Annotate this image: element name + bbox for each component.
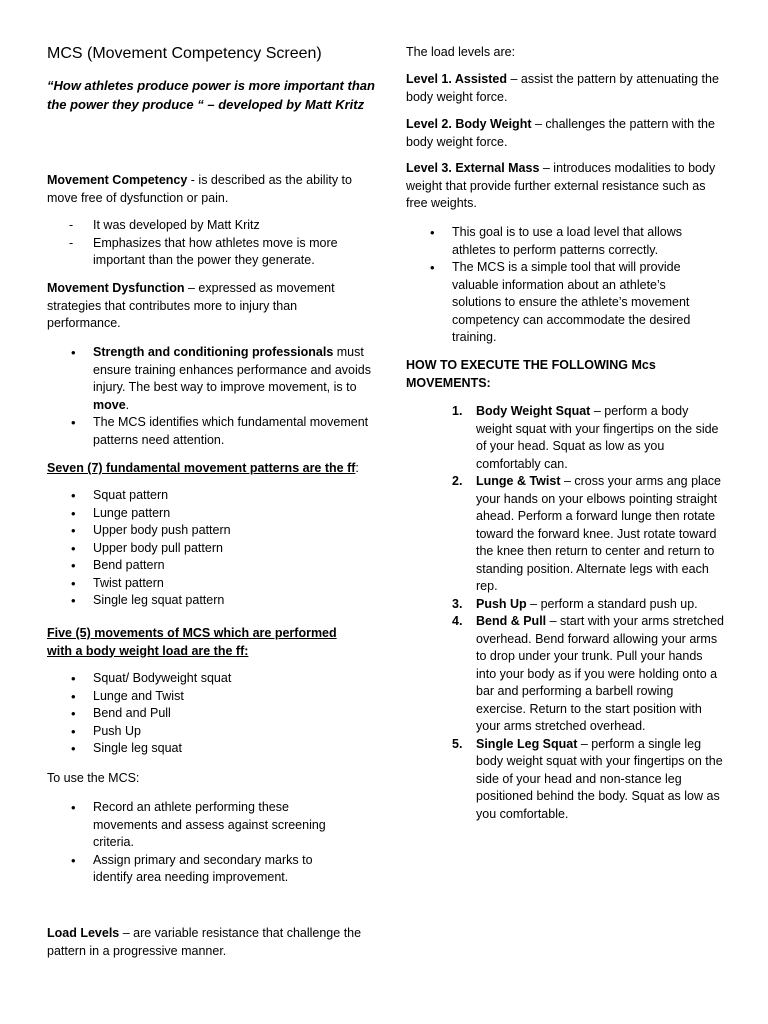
- list-item: • Single leg squat: [47, 740, 372, 758]
- ll-term: Load Levels: [47, 926, 120, 940]
- level-2-paragraph: [406, 116, 724, 151]
- list-item: [406, 596, 724, 614]
- list-item: • Upper body pull pattern: [47, 540, 372, 558]
- mc-term: Movement Competency: [47, 173, 188, 187]
- how-to-heading: [406, 357, 676, 392]
- seven-patterns-list: [47, 487, 372, 610]
- list-item: - Emphasizes that how athletes move is more important than the power they generate.: [47, 235, 372, 270]
- goal-list: [406, 224, 706, 347]
- list-item: • The MCS identifies which fundamental movement patterns need attention.: [47, 414, 372, 449]
- sc-professionals-term: Strength and conditioning professionals: [93, 345, 334, 359]
- movement-dysfunction-definition: [47, 280, 372, 333]
- five-movements-heading: [47, 625, 347, 660]
- list-item: • Single leg squat pattern: [47, 592, 372, 610]
- md-bullet-text: must ensure training enhances performance and avoids injury. The best way to improve movement, is to: [93, 345, 371, 394]
- step-text: – perform a body weight squat with your fingertips on the side of your head. Squat as low as you comfortably can.: [476, 404, 719, 471]
- steps-list: [406, 403, 724, 823]
- ll-def: – are variable resistance that challenge the pattern in a progressive manner.: [47, 926, 362, 958]
- seven-heading-colon: :: [355, 461, 359, 475]
- use-mcs-heading: [47, 770, 372, 788]
- level-1-term: Level 1. Assisted: [406, 72, 507, 86]
- use-mcs-list: [47, 799, 347, 887]
- list-item: • Squat pattern: [47, 487, 372, 505]
- step-term: Single Leg Squat: [476, 736, 578, 751]
- step-number: 4.: [452, 614, 463, 628]
- list-item: [47, 344, 372, 414]
- level-1-def: – assist the pattern by attenuating the body weight force.: [406, 72, 719, 104]
- list-item: • Record an athlete performing these movements and assess against screening criteria.: [47, 799, 347, 852]
- step-number: 3.: [452, 596, 463, 611]
- level-3-def: – introduces modalities to body weight that provide further external resistance such as free weights.: [406, 161, 716, 210]
- md-term: Movement Dysfunction: [47, 281, 185, 295]
- list-item: [406, 403, 724, 473]
- list-item: • This goal is to use a load level that allows athletes to perform patterns correctly.: [406, 224, 706, 259]
- seven-heading-line: [47, 460, 372, 478]
- step-term: Push Up: [476, 596, 527, 611]
- md-def: – expressed as movement strategies that contributes more to injury than performance.: [47, 281, 335, 330]
- level-3-term: Level 3. External Mass: [406, 161, 540, 175]
- step-term: Lunge & Twist: [476, 474, 561, 488]
- mc-def: - is described as the ability to move free of dysfunction or pain.: [47, 173, 352, 205]
- list-item: • Upper body push pattern: [47, 522, 372, 540]
- level-3-paragraph: [406, 160, 724, 213]
- list-item: [406, 613, 724, 736]
- md-paragraph: [47, 280, 372, 333]
- list-item: [406, 473, 724, 596]
- intro-quote: “How athletes produce power is more important than the power they produce “ – developed by Matt Kritz: [47, 78, 375, 112]
- step-text: – perform a single leg body weight squat with your fingertips on the side of your head and non-stance leg positioned behind the body. Squat as low as you comfortable.: [476, 736, 723, 821]
- load-intro-text: The load levels are:: [406, 45, 516, 59]
- step-text: – perform a standard push up.: [526, 596, 698, 611]
- level-2-def: – challenges the pattern with the body weight force.: [406, 117, 715, 149]
- step-term: Body Weight Squat: [476, 404, 591, 418]
- how-to-heading-text: HOW TO EXECUTE THE FOLLOWING Mcs MOVEMENTS:: [406, 358, 656, 390]
- step-text: – cross your arms ang place your hands on your elbows pointing straight ahead. Perform a forward lunge then rotate toward the forward knee. Just rotate toward the knee then return to center and return to standing position. Alternate legs with each rep.: [476, 474, 721, 593]
- list-item: • Bend and Pull: [47, 705, 372, 723]
- load-levels-definition: [47, 925, 372, 960]
- list-item: • Push Up: [47, 723, 372, 741]
- md-bullets-list: [47, 344, 372, 449]
- ll-paragraph: [47, 925, 372, 960]
- list-item: • Bend pattern: [47, 557, 372, 575]
- list-item: • Squat/ Bodyweight squat: [47, 670, 372, 688]
- load-levels-intro: [406, 44, 724, 62]
- seven-heading-text: Seven (7) fundamental movement patterns are the ff: [47, 461, 356, 475]
- level-2: [406, 116, 724, 151]
- movement-competency-definition: [47, 172, 372, 207]
- list-item: • Lunge and Twist: [47, 688, 372, 706]
- level-1-paragraph: [406, 71, 724, 106]
- step-number: 5.: [452, 736, 463, 751]
- five-heading-text: Five (5) movements of MCS which are performed with a body weight load are the ff:: [47, 626, 337, 658]
- step-term: Bend & Pull: [476, 614, 547, 628]
- list-item: • Lunge pattern: [47, 505, 372, 523]
- mc-points-list: [47, 217, 372, 270]
- use-heading-text: To use the MCS:: [47, 771, 140, 785]
- step-number: 1.: [452, 404, 463, 418]
- five-movements-list: [47, 670, 372, 758]
- page-title: MCS (Movement Competency Screen): [47, 45, 322, 62]
- level-1: [406, 71, 724, 106]
- list-item: - It was developed by Matt Kritz: [47, 217, 372, 235]
- step-text: – start with your arms stretched overhead. Bend forward allowing your arms to drop under your trunk. Pull your hands into your body as if you were holding onto a bar and performing a barbell rowing exercise. Return to the start position with your arms stretched overhead.: [476, 614, 724, 733]
- level-2-term: Level 2. Body Weight: [406, 117, 532, 131]
- list-item: [406, 736, 724, 824]
- list-item: • Twist pattern: [47, 575, 372, 593]
- list-item: • Assign primary and secondary marks to identify area needing improvement.: [47, 852, 347, 887]
- md-bullet-end: .: [125, 397, 130, 412]
- seven-patterns-heading: [47, 460, 372, 478]
- mc-paragraph: [47, 172, 372, 207]
- step-number: 2.: [452, 474, 463, 488]
- list-item: • The MCS is a simple tool that will provide valuable information about an athlete’s solutions to ensure the athlete’s movement competency can accommodate the desired training.: [406, 259, 706, 347]
- level-3: [406, 160, 724, 213]
- move-term: move: [93, 397, 126, 412]
